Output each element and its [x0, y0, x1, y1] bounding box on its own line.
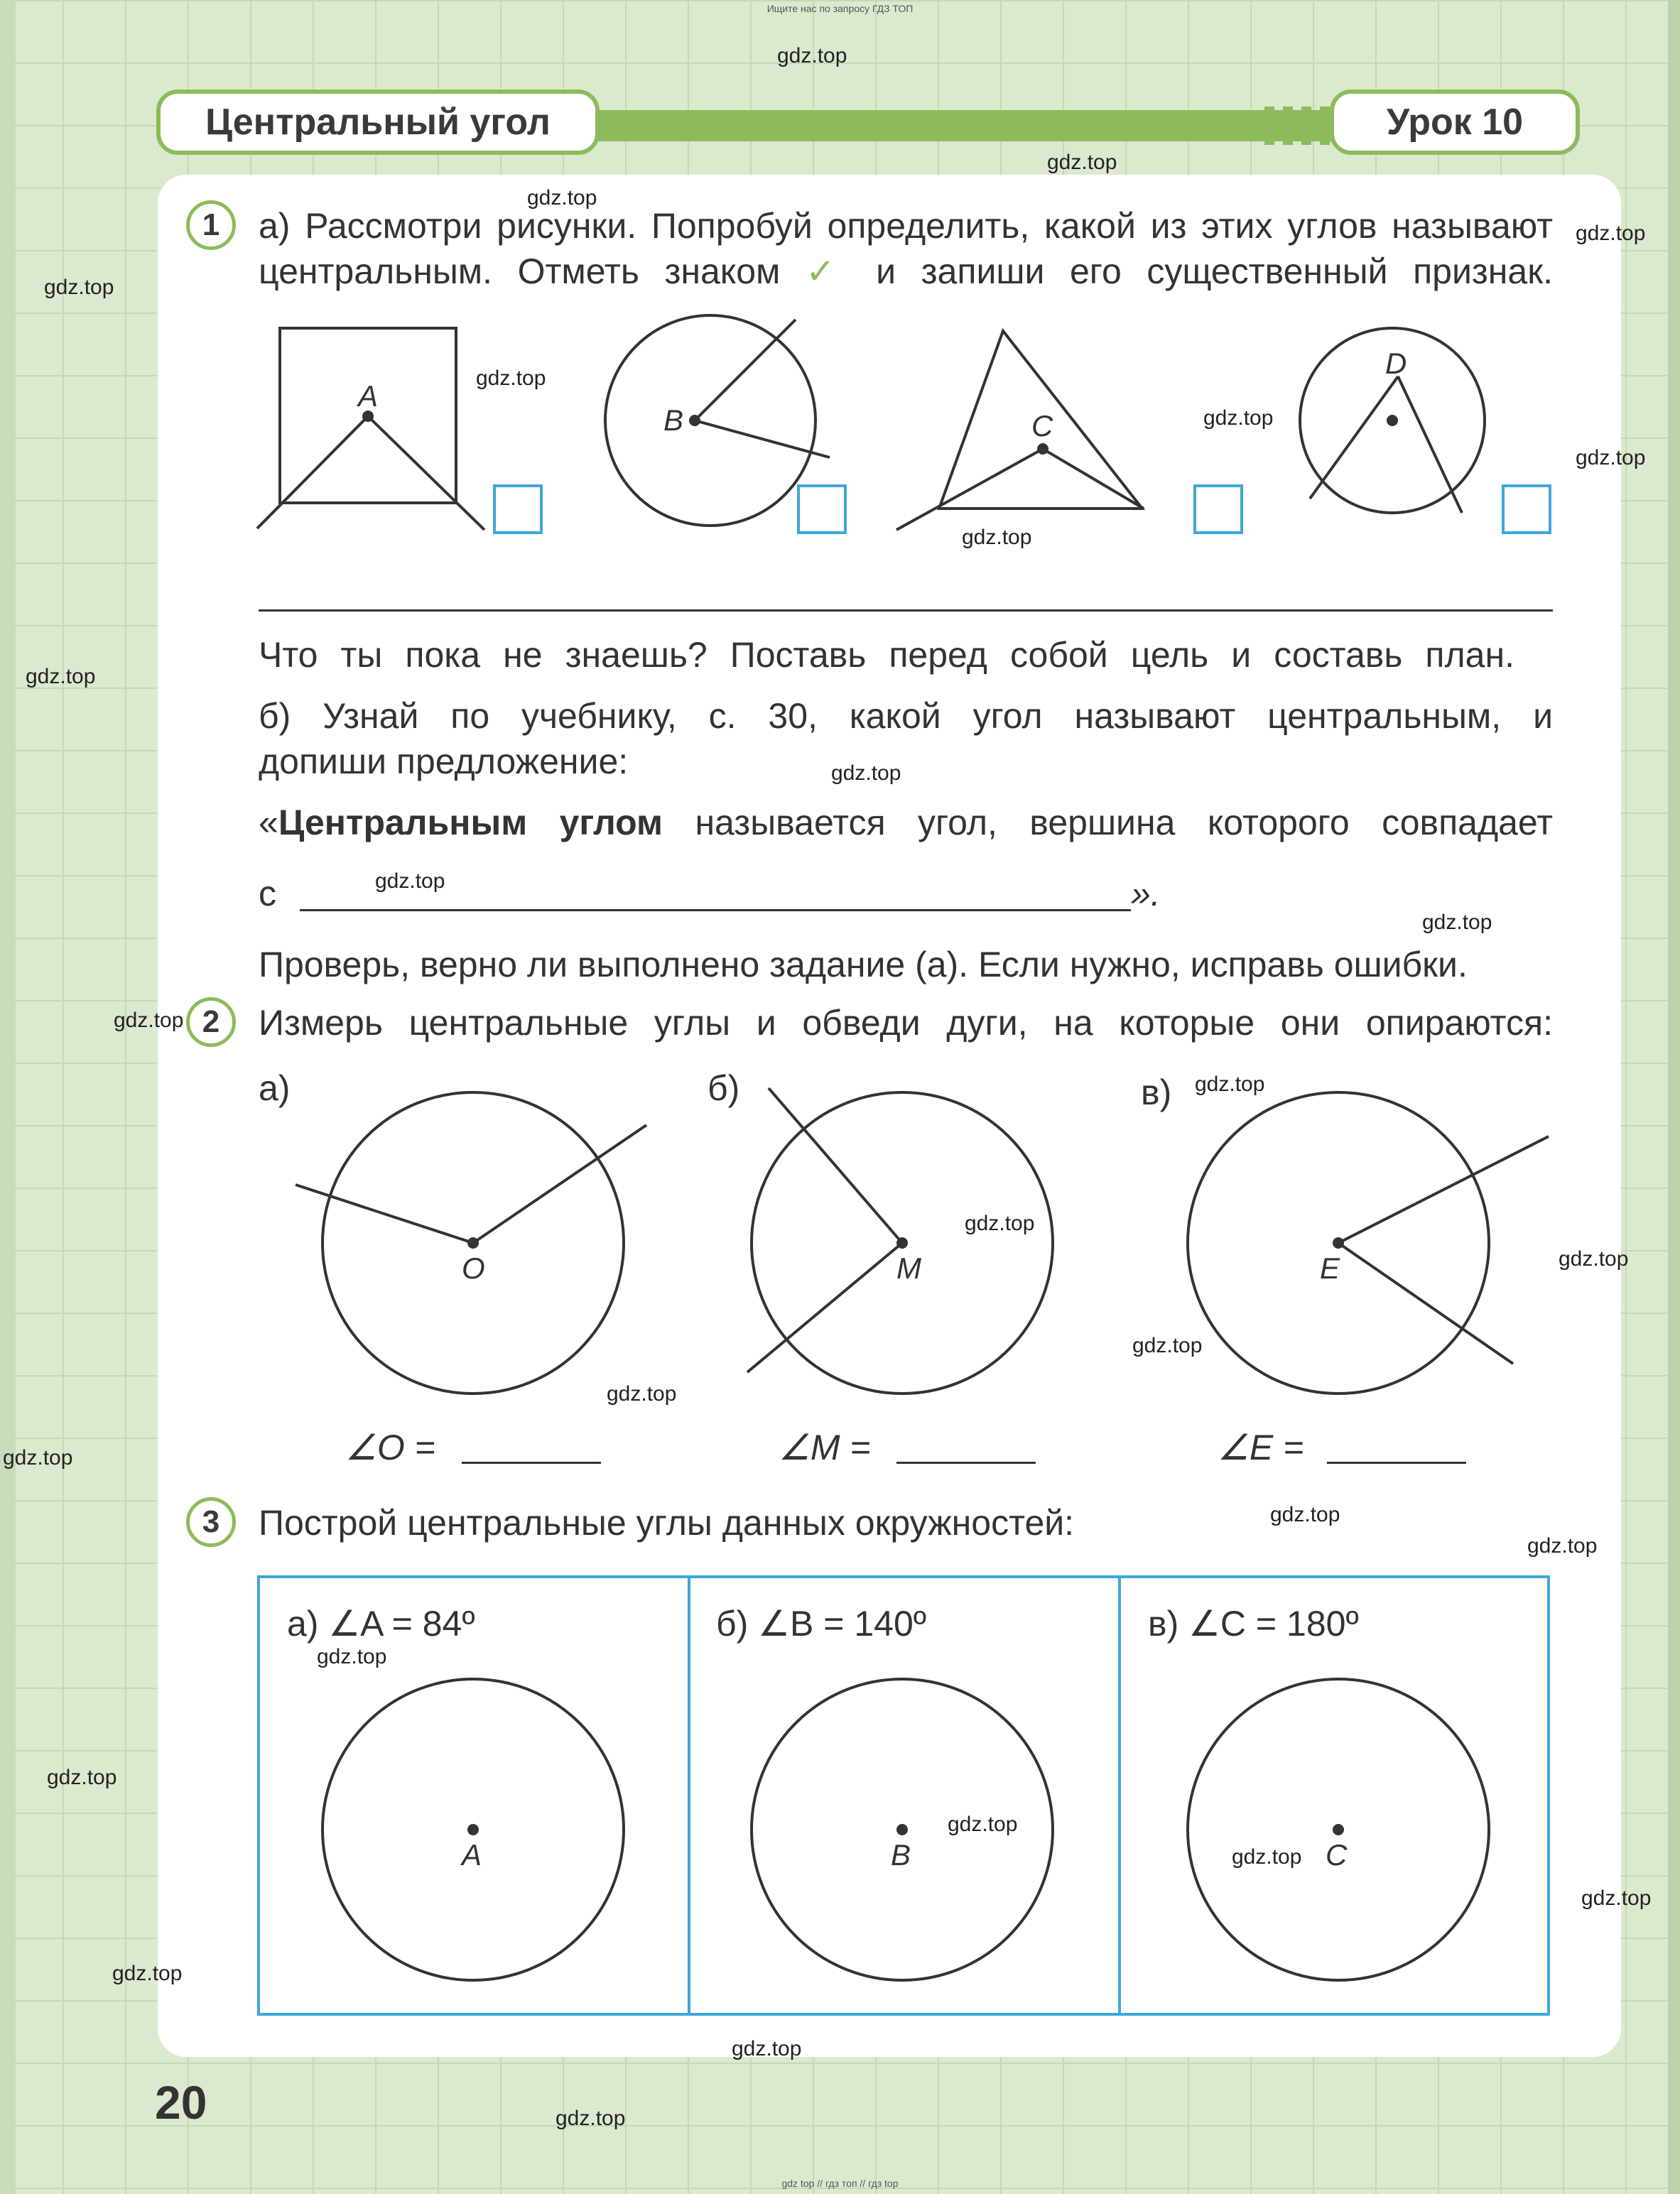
task1-line2-before: центральным. Отметь знаком	[259, 251, 781, 291]
watermark: gdz.top	[476, 366, 546, 390]
center-point	[1387, 415, 1398, 426]
watermark: gdz.top	[1132, 1334, 1203, 1357]
center-point	[896, 1237, 908, 1249]
center-label-e: E	[1320, 1251, 1340, 1285]
vertex-point	[689, 415, 700, 426]
watermark: gdz.top	[1422, 911, 1492, 934]
watermark: gdz.top	[1576, 222, 1646, 245]
watermark: gdz.top	[26, 665, 96, 688]
watermark: gdz.top	[114, 1009, 184, 1032]
center-label-b: B	[891, 1838, 911, 1872]
watermark: gdz.top	[962, 526, 1032, 549]
watermark: gdz.top	[831, 761, 901, 785]
angle-e-label: ∠E =	[1218, 1428, 1304, 1467]
figure-c	[896, 331, 1144, 530]
task-number-1: 1	[186, 200, 236, 250]
figure-label-b: B	[663, 403, 684, 437]
vertex-point	[1037, 443, 1048, 455]
figure-task2-e	[1188, 1092, 1549, 1394]
top-note: Ищите нас по запросу ГДЗ ТОП	[766, 3, 914, 14]
watermark: gdz.top	[1581, 1886, 1652, 1910]
page-title: Центральный угол	[156, 89, 600, 155]
definition-rest: называется угол, вершина которого совпадает	[695, 803, 1553, 842]
definition-c: с	[259, 874, 276, 913]
center-label-a: A	[462, 1838, 482, 1872]
watermark: gdz.top	[1576, 446, 1646, 469]
watermark: gdz.top	[777, 44, 847, 67]
figure-label-a: A	[358, 379, 379, 413]
angle-o-label: ∠O =	[345, 1428, 435, 1467]
watermark: gdz.top	[112, 1962, 183, 1985]
task3-cell-a-label: а) ∠A = 84º	[287, 1604, 475, 1644]
lesson-label: Урок 10	[1330, 89, 1580, 155]
watermark: gdz.top	[732, 2037, 802, 2060]
watermark: gdz.top	[1270, 1503, 1340, 1526]
definition-term: Центральным углом	[278, 803, 663, 842]
watermark: gdz.top	[527, 186, 597, 210]
bottom-note: gdz top // гдз топ // гдз top	[781, 2178, 899, 2189]
watermark: gdz.top	[556, 2107, 626, 2130]
center-point	[896, 1824, 908, 1835]
task2-letter-a: а)	[259, 1068, 291, 1108]
task-number-2: 2	[186, 997, 236, 1047]
watermark: gdz.top	[948, 1813, 1018, 1836]
task1-question: Что ты пока не знаешь? Поставь перед собой цель и составь план.	[259, 635, 1514, 675]
task1-part-b-line2: допиши предложение:	[259, 742, 629, 781]
center-label-o: O	[462, 1251, 485, 1285]
task3-text: Построй центральные углы данных окружностей:	[259, 1503, 1075, 1543]
watermark: gdz.top	[1203, 406, 1274, 430]
task3-cell-c-label: в) ∠C = 180º	[1148, 1604, 1359, 1644]
watermark: gdz.top	[375, 869, 445, 893]
angle-m-label: ∠M =	[779, 1428, 871, 1467]
task2-letter-b: б)	[708, 1068, 740, 1108]
watermark: gdz.top	[1195, 1072, 1265, 1096]
task1-verify: Проверь, верно ли выполнено задание (а). Если нужно, исправь ошибки.	[259, 945, 1468, 984]
figure-label-d: D	[1385, 347, 1407, 380]
task-number-3: 3	[186, 1497, 236, 1547]
center-point	[1333, 1237, 1344, 1249]
figure-b	[605, 315, 830, 526]
task1-line2-after: и запиши его существенный признак.	[876, 251, 1553, 291]
task2-text: Измерь центральные углы и обведи дуги, на которые они опираются:	[259, 1003, 1553, 1043]
center-label-m: M	[896, 1251, 921, 1285]
definition-open: «	[259, 803, 278, 842]
watermark: gdz.top	[47, 1766, 117, 1789]
task2-letter-c: в)	[1141, 1072, 1172, 1112]
watermark: gdz.top	[1559, 1247, 1629, 1271]
check-icon: ✓	[806, 251, 851, 291]
watermark: gdz.top	[965, 1212, 1035, 1235]
watermark: gdz.top	[44, 276, 114, 299]
page-number: 20	[155, 2076, 207, 2129]
center-point	[1333, 1824, 1344, 1835]
center-point	[467, 1237, 479, 1249]
center-label-c: C	[1326, 1838, 1348, 1872]
definition-close: ».	[1131, 874, 1161, 913]
figure-label-c: C	[1031, 409, 1053, 442]
task1-line1: а) Рассмотри рисунки. Попробуй определить, какой из этих углов называют	[259, 206, 1553, 246]
figure-a	[257, 328, 484, 530]
watermark: gdz.top	[1047, 151, 1117, 174]
task1-part-b-line1: б) Узнай по учебнику, с. 30, какой угол называют центральным, и	[259, 696, 1553, 736]
watermark: gdz.top	[317, 1645, 387, 1668]
watermark: gdz.top	[607, 1382, 677, 1406]
watermark: gdz.top	[1527, 1534, 1598, 1558]
center-point	[467, 1824, 479, 1835]
watermark: gdz.top	[1232, 1845, 1302, 1869]
task3-cell-b-label: б) ∠B = 140º	[716, 1604, 927, 1644]
watermark: gdz.top	[3, 1446, 73, 1470]
